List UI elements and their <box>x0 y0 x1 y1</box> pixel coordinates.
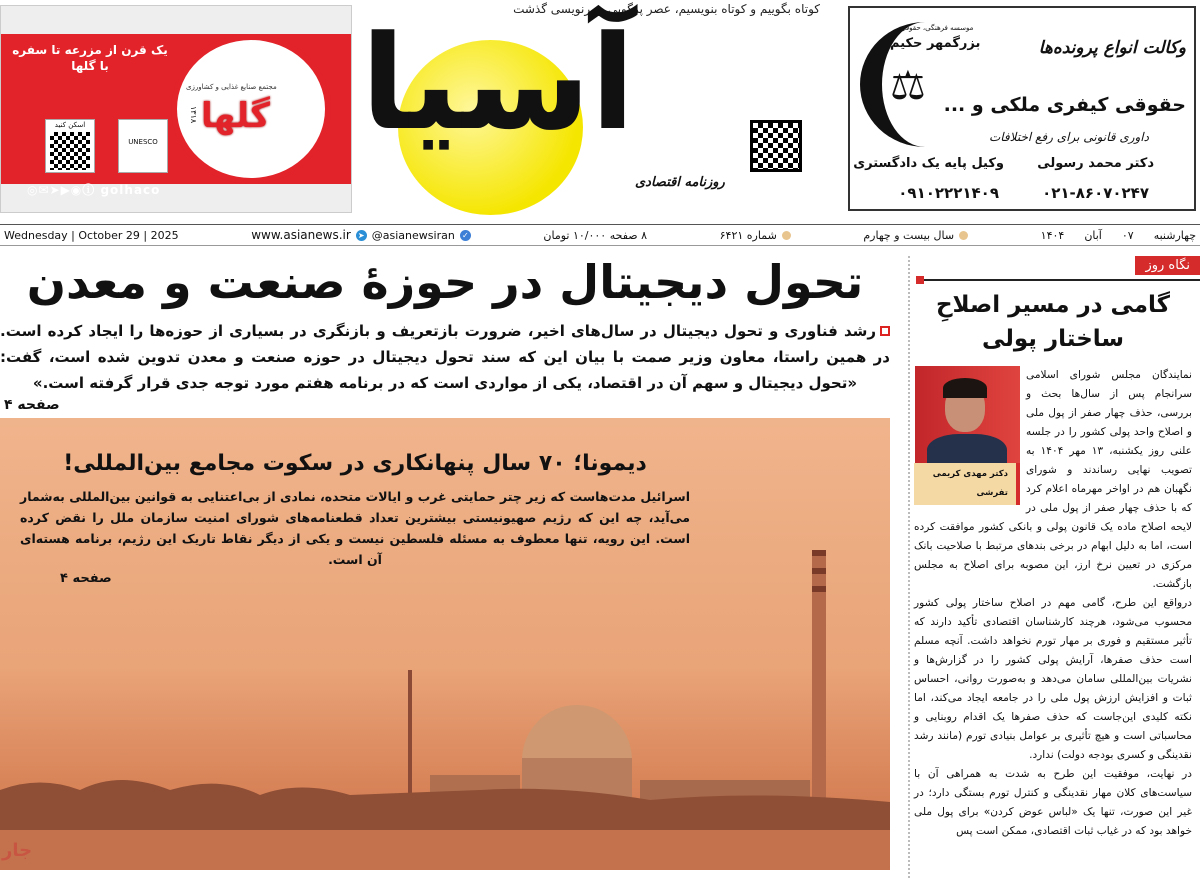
lead-page-ref[interactable]: صفحه ۴ <box>4 397 60 413</box>
motto: کوتاه بگوییم و کوتاه بنویسیم، عصر پرگویی و پرنویسی گذشت <box>513 2 820 16</box>
scales-icon: ⚖ <box>890 63 926 109</box>
column-paragraph: در نهایت، موفقیت این طرح به شدت به همراهی آن با سیاست‌های کلان مهار نقدینگی و کنترل تورم بستگی دارد؛ در غیر این صورت، تنها یک «لباس عوض کردن» برای پول ملی خواهد بود که در غیاب ثبات اقتصادی، ممکن است پس <box>914 768 1192 837</box>
date-bar <box>0 224 1200 246</box>
qr-label: اسکن کنید <box>54 121 86 129</box>
ad-line-3: داوری قانونی برای رفع اختلافات <box>988 130 1149 144</box>
main-story-area <box>0 252 890 870</box>
qr-code-icon <box>750 120 802 172</box>
author-name: دکتر مهدی کریمی تفرشی <box>914 463 1020 505</box>
golha-logo: گلها <box>201 96 270 136</box>
online-links <box>251 228 471 242</box>
column-paragraph: نمایندگان مجلس شورای اسلامی سرانجام پس از سال‌ها بحث و بررسی، حذف چهار صفر از پول ملی و اصلاح واحد پولی کشور را در جلسه علنی روز یکشنبه، ۱۳ مهر ۱۴۰۴ به تصویب نهایی رساندند و شورای نگهبان هم در اواخر مهرماه اعلام کرد که با حذف چهار صفر از پول ملی در لایحه اصلاح ماده یک قانون پولی و بانکی کشور موافقت کرده است، اما به دلیل ابهام در برخی بندهای مرتبط با صلاحیت بانک مرکزی در تعیین نرخ ارز، این مصوبه برای اصلاح به مجلس بازگشت. <box>914 369 1192 590</box>
institute-name: بزرگمهر حکیم <box>890 36 981 51</box>
brand-year: ۱۳۱۸ <box>189 106 198 124</box>
ad-subtitle: مجتمع صنایع غذایی و کشاورزی <box>186 83 277 91</box>
column-paragraph: درواقع این طرح، گامی مهم در اصلاح ساختار پولی کشور محسوب می‌شود، هرچند کارشناسان اقتصادی تأکید دارند که تأثیر مستقیم و فوری بر مهار تورم نخواهد داشت. آنچه مسلم است حذف صفرها، آرایش پولی کشور را در گزارش‌ها و نشریات بین‌المللی سامان می‌دهد و به‌صورت روانی، احساس ثبات و افزایش ارزش پول ملی را در جامعه ایجاد می‌کند، اما نکته کلیدی این‌جاست که حذف صفرها یک اقدام روبنایی و محاسباتی است و هیچ تأثیری بر عوامل بنیادی تورم (مانند رشد نقدینگی و کسری بودجه دولت) ندارد. <box>914 597 1192 761</box>
dot-icon <box>782 231 791 240</box>
ad-social-handle: ◎✉➤▶◉ⓘ golhaco <box>27 183 161 197</box>
paper-type: روزنامه اقتصادی <box>635 175 725 190</box>
author-figure <box>914 366 1020 505</box>
newspaper-logo: آسیا <box>360 7 635 159</box>
lawyer-name: دکتر محمد رسولی <box>1037 156 1154 171</box>
english-date: Wednesday | October 29 | 2025 <box>4 228 179 242</box>
reactor-dome <box>522 705 632 760</box>
phone-2: ۰۹۱۰۲۲۲۱۴۰۹ <box>898 184 999 202</box>
unesco-logo: UNESCO <box>118 119 168 173</box>
ad-slogan: یک قرن از مزرعه تا سفره با گلها <box>12 43 168 73</box>
phone-1: ۰۲۱-۸۶۰۷۰۲۴۷ <box>1042 184 1149 202</box>
ad-line-1: وکالت انواع پرونده‌ها <box>1038 38 1186 58</box>
golha-advertisement[interactable] <box>0 5 352 213</box>
story2-title[interactable]: دیمونا؛ ۷۰ سال پنهانکاری در سکوت مجامع بین‌المللی! <box>63 451 647 476</box>
issue-group <box>720 229 791 242</box>
ad-line-2: حقوقی کیفری ملکی و ... <box>943 94 1186 116</box>
column-title[interactable]: گامی در مسیر اصلاحِ ساختار پولی <box>935 292 1171 352</box>
verified-icon: ✓ <box>460 230 471 241</box>
weekday: چهارشنبه <box>1153 228 1196 242</box>
qr-code <box>45 119 95 173</box>
opinion-column <box>908 256 1200 878</box>
institute-type: موسسه فرهنگی، حقوقی <box>900 24 974 32</box>
lawyer-title: وکیل پایه یک دادگستری <box>853 156 1004 171</box>
column-body <box>914 366 1192 841</box>
volume: سال بیست و چهارم <box>863 228 955 242</box>
column-tag: نگاه روز <box>1135 256 1200 275</box>
pages-price: ۸ صفحه ۱۰/۰۰۰ تومان <box>543 228 648 242</box>
masthead <box>360 0 820 220</box>
story2-page-ref[interactable]: صفحه ۴ <box>60 571 112 586</box>
volume-group <box>863 229 968 242</box>
persian-day: ۰۷ <box>1121 228 1134 242</box>
main-headline[interactable]: تحول دیجیتال در حوزهٔ صنعت و معدن <box>26 255 864 309</box>
author-photo <box>915 366 1020 463</box>
issue-number: شماره ۶۴۲۱ <box>719 228 777 242</box>
dimona-reactor-photo <box>0 540 890 870</box>
story2-body: اسرائیل مدت‌هاست که زیر چتر حمایتی غرب و ایالات متحده، نمادی از بی‌اعتنایی به قوانین بین‌المللی به‌شمار می‌آید، چه این که رژیم صهیونیستی بیشترین تعداد قطعنامه‌های شورای امنیت سازمان ملل را نقض کرده است. این رویه، تنها معطوف به مسئله فلسطین نیست و یکی از دیگر نقاط تاریک این رژیم، برنامه هسته‌ای آن است. <box>20 489 690 567</box>
persian-month: آبان <box>1084 228 1102 242</box>
watermark: جار <box>2 840 33 861</box>
qr-code-icon <box>50 132 90 170</box>
website-link[interactable]: www.asianews.ir <box>251 228 351 242</box>
main-lead <box>0 318 890 396</box>
persian-year: ۱۴۰۴ <box>1040 228 1065 242</box>
column-content <box>914 288 1192 841</box>
law-office-advertisement[interactable] <box>848 6 1196 211</box>
story2 <box>20 448 690 588</box>
divider <box>916 279 1200 281</box>
social-handle-text: golhaco <box>100 183 161 197</box>
bullet-icon <box>880 326 890 336</box>
lead-text: رشد فناوری و تحول دیجیتال در سال‌های اخیر، ضرورت بازتعریف و بازنگری در بسیاری از حوزه‌ها را ایجاد کرده است. در همین راستا، معاون وزیر صمت با بیان این که سند تحول دیجیتال در حوزه صنعت و معدن تدوین شده است، گفت: «تحول دیجیتال و سهم آن در اقتصاد، یکی از مواردی است که در برنامه هفتم مورد توجه جدی قرار گرفته است.» <box>0 322 890 392</box>
dot-icon <box>959 231 968 240</box>
social-handle[interactable]: @asianewsiran <box>371 228 455 242</box>
telegram-icon: ➤ <box>356 230 367 241</box>
persian-date <box>1041 229 1196 242</box>
dimona-photo-story[interactable] <box>0 418 890 870</box>
